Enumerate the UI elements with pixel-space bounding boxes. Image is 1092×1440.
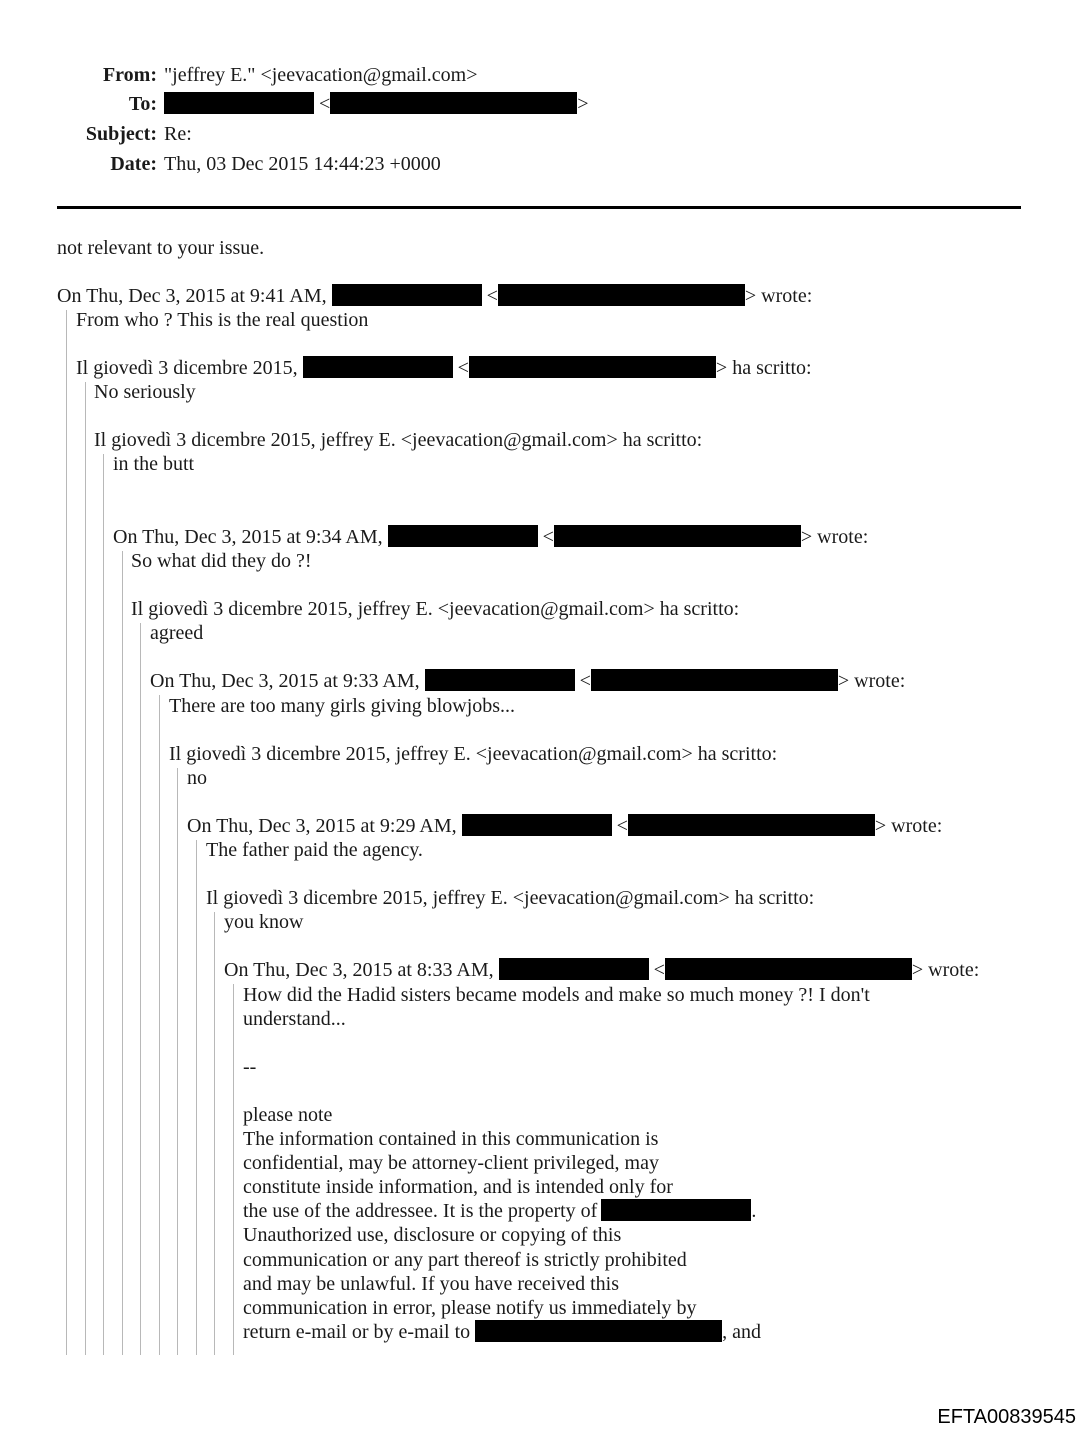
disclaimer-line: please note (243, 1104, 333, 1126)
quoted-message: understand... (243, 1008, 346, 1030)
quote-attribution: On Thu, Dec 3, 2015 at 9:41 AM, < > wrote: (57, 285, 813, 307)
header-divider (57, 206, 1021, 209)
quoted-message: agreed (150, 622, 204, 644)
redaction-block (628, 814, 875, 836)
quoted-message: you know (224, 911, 304, 933)
quoted-message: no (187, 767, 207, 789)
disclaimer-line: The information contained in this communication is (243, 1128, 659, 1150)
quote-attribution: Il giovedì 3 dicembre 2015, jeffrey E. <jeevacation@gmail.com> ha scritto: (94, 429, 703, 451)
quoted-message: The father paid the agency. (206, 839, 423, 861)
quote-attribution: Il giovedì 3 dicembre 2015, jeffrey E. <jeevacation@gmail.com> ha scritto: (206, 887, 815, 909)
signature-separator: -- (243, 1056, 257, 1078)
redaction-block (303, 356, 453, 378)
date-label: Date: (110, 153, 157, 175)
disclaimer-line: communication or any part thereof is strictly prohibited (243, 1249, 687, 1271)
quote-bar (177, 768, 178, 1355)
redaction-block (601, 1199, 751, 1221)
disclaimer-line: confidential, may be attorney-client privileged, may (243, 1152, 659, 1174)
redaction-block (498, 284, 745, 306)
disclaimer-line: the use of the addressee. It is the property of . (243, 1200, 757, 1222)
top-reply: not relevant to your issue. (57, 237, 265, 259)
quote-bar (159, 695, 160, 1355)
quoted-message: So what did they do ?! (131, 550, 312, 572)
redaction-block (330, 92, 577, 114)
disclaimer-line: constitute inside information, and is intended only for (243, 1176, 673, 1198)
disclaimer-line: Unauthorized use, disclosure or copying of this (243, 1224, 622, 1246)
to-row (0, 91, 1000, 117)
quote-bar (103, 454, 104, 1355)
redaction-block (469, 356, 716, 378)
subject-label: Subject: (85, 123, 157, 145)
redaction-block (591, 669, 838, 691)
quote-attribution: Il giovedì 3 dicembre 2015, < > ha scritto: (76, 357, 812, 379)
disclaimer-line: return e-mail or by e-mail to , and (243, 1321, 762, 1343)
disclaimer-line: and may be unlawful. If you have received this (243, 1273, 619, 1295)
redaction-block (665, 958, 912, 980)
from-value: "jeffrey E." <jeevacation@gmail.com> (164, 64, 478, 86)
subject-value: Re: (164, 123, 192, 145)
quote-attribution: On Thu, Dec 3, 2015 at 9:29 AM, < > wrote: (187, 815, 943, 837)
redaction-block (554, 525, 801, 547)
quoted-message: There are too many girls giving blowjobs... (169, 695, 516, 717)
subject-row (0, 121, 1000, 147)
disclaimer-line: communication in error, please notify us immediately by (243, 1297, 697, 1319)
from-row (0, 62, 1000, 88)
quoted-message: No seriously (94, 381, 196, 403)
redaction-block (388, 525, 538, 547)
document-id: EFTA00839545 (937, 1406, 1076, 1428)
redaction-block (425, 669, 575, 691)
quote-bar (140, 623, 141, 1355)
quote-bar (233, 984, 234, 1355)
quote-bar (196, 840, 197, 1355)
quote-attribution: Il giovedì 3 dicembre 2015, jeffrey E. <jeevacation@gmail.com> ha scritto: (131, 598, 740, 620)
quote-attribution: Il giovedì 3 dicembre 2015, jeffrey E. <jeevacation@gmail.com> ha scritto: (169, 743, 778, 765)
to-value: < > (164, 91, 589, 117)
to-label: To: (128, 93, 157, 115)
quote-attribution: On Thu, Dec 3, 2015 at 9:34 AM, < > wrote: (113, 526, 869, 548)
quoted-message: How did the Hadid sisters became models and make so much money ?! I don't (243, 984, 870, 1006)
quote-bar (214, 912, 215, 1355)
quote-bar (85, 382, 86, 1355)
from-label: From: (102, 64, 157, 86)
quote-bar (122, 551, 123, 1355)
quoted-message: From who ? This is the real question (76, 309, 369, 331)
quote-attribution: On Thu, Dec 3, 2015 at 8:33 AM, < > wrote: (224, 959, 980, 981)
redaction-block (332, 284, 482, 306)
redaction-block (462, 814, 612, 836)
redaction-block (499, 958, 649, 980)
quote-bar (66, 310, 67, 1355)
quoted-message: in the butt (113, 453, 195, 475)
redaction-block (475, 1320, 722, 1342)
date-value: Thu, 03 Dec 2015 14:44:23 +0000 (164, 153, 441, 175)
date-row (0, 151, 1000, 177)
quote-attribution: On Thu, Dec 3, 2015 at 9:33 AM, < > wrote: (150, 670, 906, 692)
redaction-block (164, 92, 314, 114)
